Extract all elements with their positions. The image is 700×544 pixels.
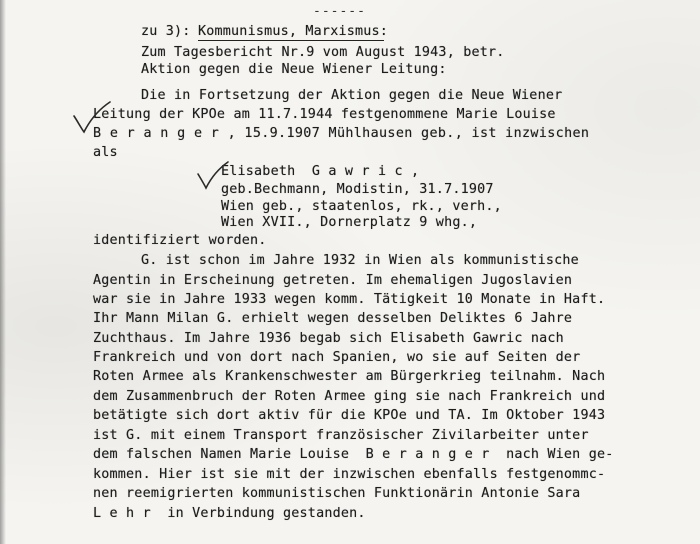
body-line-14: L e h r in Verbindung gestanden.: [93, 506, 366, 521]
identity-line-2: geb.Bechmann, Modistin, 31.7.1907: [221, 182, 494, 197]
intro-line-2: Leitung der KPOe am 11.7.1944 festgenommene Marie Louise: [93, 107, 556, 122]
checkmark-1-icon: [72, 100, 112, 134]
intro-line-1: Die in Fortsetzung der Aktion gegen die Neue Wiener: [141, 88, 563, 103]
reference-line-2: Aktion gegen die Neue Wiener Leitung:: [141, 62, 447, 77]
body-line-2: Agentin in Erscheinung getreten. Im ehemaligen Jugoslavien: [93, 273, 573, 288]
body-line-13: nen reemigrierten kommunistischen Funktionärin Antonie Sara: [93, 486, 581, 501]
identity-line-4: Wien XVII., Dornerplatz 9 whg.,: [221, 215, 478, 230]
body-line-6: Frankreich und von dort nach Spanien, wo sie auf Seiten der: [93, 350, 581, 365]
heading-title: Kommunismus, Marxismus:: [198, 24, 389, 39]
body-line-11: dem falschen Namen Marie Louise B e r a n g e r nach Wien ge-: [93, 447, 614, 462]
body-line-9: betätigte sich dort aktiv für die KPOe und TA. Im Oktober 1943: [93, 408, 606, 423]
checkmark-2-icon: [196, 160, 230, 190]
body-line-8: dem Zusammenbruch der Roten Armee ging sie nach Frankreich und: [93, 389, 606, 404]
body-line-7: Roten Armee als Krankenschwester am Bürgerkrieg teilnahm. Nach: [93, 369, 606, 384]
identified-line: identifiziert worden.: [93, 233, 267, 248]
body-line-3: war sie in Jahre 1933 wegen komm. Tätigkeit 10 Monate in Haft.: [93, 292, 606, 307]
body-line-5: Zuchthaus. Im Jahre 1936 begab sich Elisabeth Gawric nach: [93, 331, 564, 346]
intro-line-4: als: [93, 145, 118, 160]
top-dashes: ------: [313, 4, 366, 19]
body-line-4: Ihr Mann Milan G. erhielt wegen desselben Deliktes 6 Jahre: [93, 311, 573, 326]
intro-line-3: B e r a n g e r , 15.9.1907 Mühlhausen geb., ist inzwischen: [93, 126, 590, 141]
heading-underline: [198, 40, 384, 41]
identity-line-1: Elisabeth G a w r i c ,: [221, 164, 420, 179]
body-line-10: ist G. mit einem Transport französischer Zivilarbeiter unter: [93, 428, 589, 443]
body-line-1: G. ist schon im Jahre 1932 in Wien als kommunistische: [141, 253, 579, 268]
heading-prefix: zu 3):: [141, 24, 191, 39]
identity-line-3: Wien geb., staatenlos, rk., verh.,: [221, 199, 502, 214]
scan-shadow-edge: [0, 0, 6, 544]
reference-line-1: Zum Tagesbericht Nr.9 vom August 1943, betr.: [141, 45, 505, 60]
body-line-12: kommen. Hier ist sie mit der inzwischen ebenfalls festgenommc-: [93, 467, 606, 482]
